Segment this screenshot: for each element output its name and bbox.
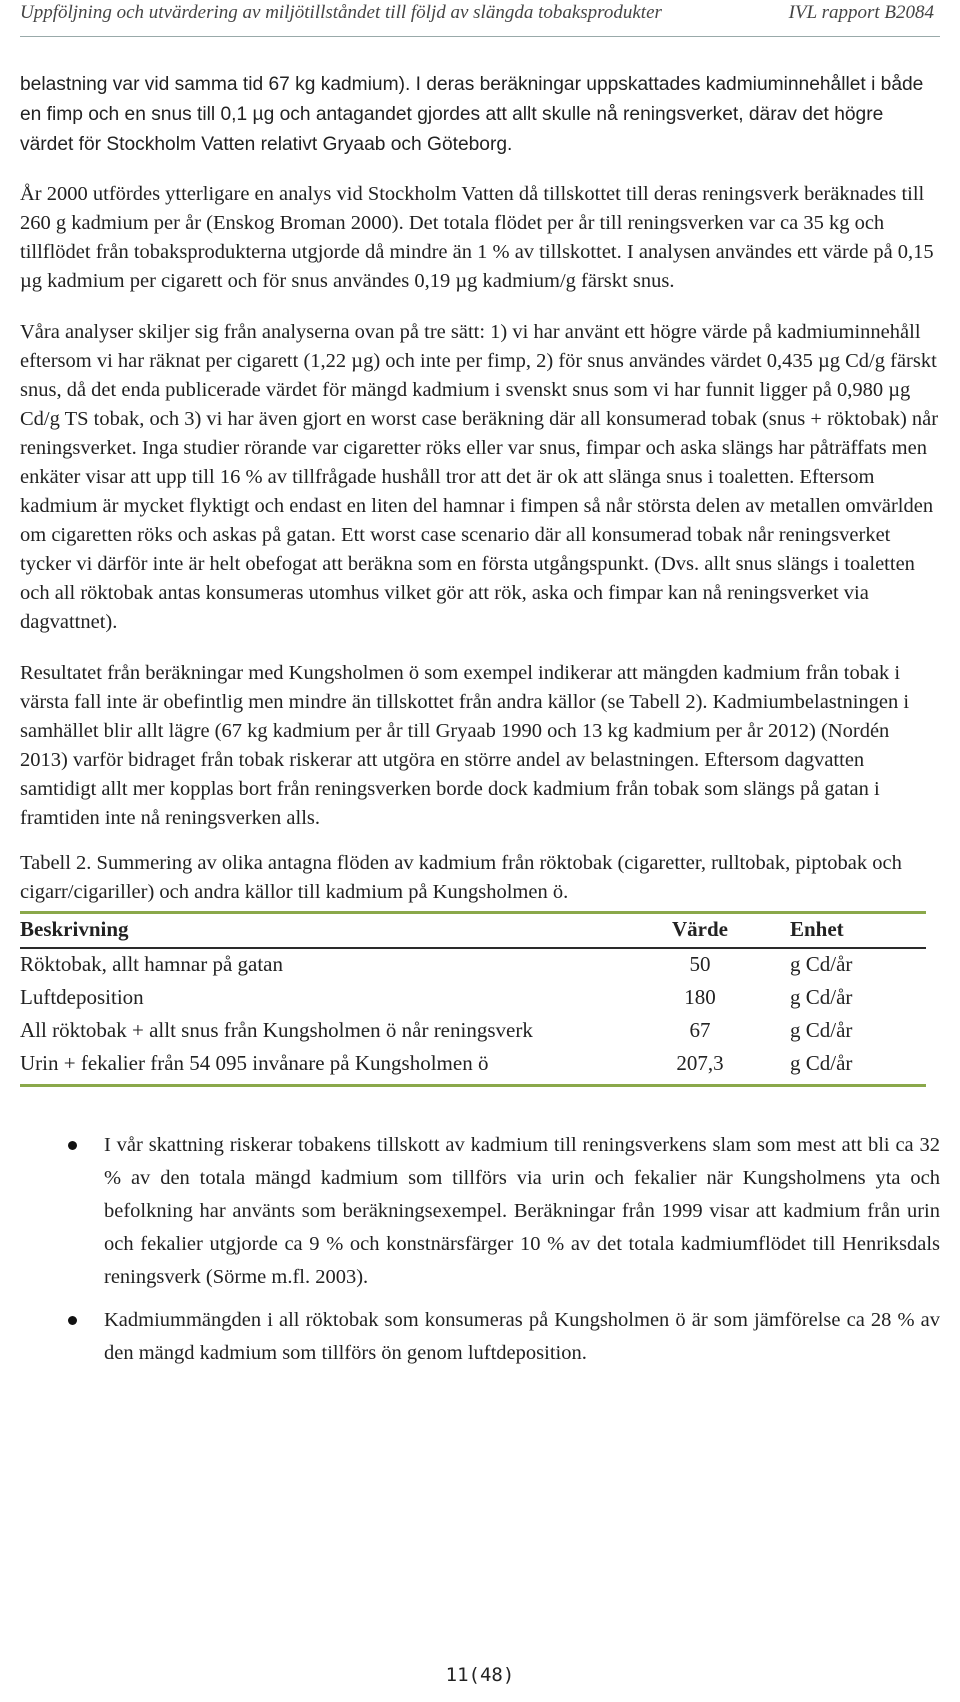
cell-unit: g Cd/år xyxy=(790,952,853,976)
header-description: Beskrivning xyxy=(20,913,640,949)
table-row xyxy=(20,1048,926,1086)
bullet-dot-icon xyxy=(68,1141,77,1150)
header-value: Värde xyxy=(640,913,760,949)
table-row xyxy=(20,948,926,982)
table-caption: Tabell 2. Summering av olika antagna flöden av kadmium från röktobak (cigaretter, rulltobak, piptobak och cigarr/cigariller) och andra källor till kadmium på Kungsholmen ö. xyxy=(20,852,902,903)
header-unit: Enhet xyxy=(760,913,926,949)
page-number: 11(48) xyxy=(445,1664,515,1686)
header-report-id: IVL rapport B2084 xyxy=(788,2,934,23)
cell-unit: g Cd/år xyxy=(790,1018,853,1042)
list-item xyxy=(20,1129,940,1294)
bullet-text: Kadmiummängden i all röktobak som konsumeras på Kungsholmen ö är som jämförelse ca 28 % av den mängd kadmium som tillförs ön genom luftdeposition. xyxy=(104,1309,940,1364)
paragraph-1: belastning var vid samma tid 67 kg kadmium). I deras beräkningar uppskattades kadmiuminnehållet i både en fimp och en snus till 0,1 µg och antagandet gjordes att allt skulle nå reningsverket, därav det högre värdet för Stockholm Vatten relativt Gryaab och Göteborg. xyxy=(20,74,924,155)
bullet-text: I vår skattning riskerar tobakens tillskott av kadmium till reningsverkens slam som mest att bli ca 32 % av den totala mängd kadmium som tillförs via urin och fekalier när Kungsholmens yta och befolkning har använts som beräkningsexempel. Beräkningar från 1999 visar att kadmium från urin och fekalier utgjorde ca 9 % och konstnärsfärger 10 % av det totala kadmiumflödet till Henriksdals reningsverk (Sörme m.fl. 2003). xyxy=(104,1134,940,1288)
cadmium-flow-table xyxy=(20,911,926,1087)
cell-value: 207,3 xyxy=(640,1048,760,1086)
bullet-dot-icon xyxy=(68,1316,77,1325)
paragraph-4: Resultatet från beräkningar med Kungsholmen ö som exempel indikerar att mängden kadmium från tobak i värsta fall inte är obefintlig men mindre än tillskottet från andra källor (se Tabell 2). Kadmiumbelastningen i samhället blir allt lägre (67 kg kadmium per år till Gryaab 1990 och 13 kg kadmium per år 2012) (Nordén 2013) varför bidraget från tobak riskerar att utgöra en större andel av belastningen. Eftersom dagvatten samtidigt allt mer kopplas bort från reningsverken borde dock kadmium från tobak som slängs på gatan i framtiden inte nå reningsverken alls. xyxy=(20,662,910,829)
table-row xyxy=(20,982,926,1015)
cell-value: 180 xyxy=(684,985,716,1009)
table-header-row xyxy=(20,913,926,949)
cell-description: Urin + fekalier från 54 095 invånare på Kungsholmen ö xyxy=(20,1048,640,1086)
table-row xyxy=(20,1015,926,1048)
running-header xyxy=(20,2,934,30)
header-title: Uppföljning och utvärdering av miljötillståndet till följd av slängda tobaksprodukter xyxy=(20,2,662,23)
header-divider xyxy=(20,36,940,37)
cell-unit: g Cd/år xyxy=(790,985,853,1009)
cell-value: 50 xyxy=(689,952,711,976)
cell-description: Luftdeposition xyxy=(20,985,144,1009)
paragraph-3: Våra analyser skiljer sig från analyserna ovan på tre sätt: 1) vi har använt ett högre värde på kadmiuminnehåll eftersom vi har räknat per cigarett (1,22 µg) och inte per fimp, 2) för snus användes värdet 0,435 µg Cd/g färskt snus, då det enda publicerade värdet för mängd kadmium i svenskt snus som vi har funnit ligger på 0,980 µg Cd/g TS tobak, och 3) vi har även gjort en worst case beräkning där all konsumerad tobak (snus + röktobak) når reningsverket. Inga studier rörande var cigaretter röks eller var snus, fimpar och aska slängs har påträffats men enkäter visar att upp till 16 % av tillfrågade hushåll tror att det är ok att slänga snus i toaletten. Eftersom kadmium är mycket flyktigt och endast en liten del hamnar i fimpen så når största delen av metallen omvärlden om cigaretten röks och askas på gatan. Ett worst case scenario där all konsumerad tobak når reningsverket tycker vi därför inte är helt obefogat att beräkna som en första utgångspunkt. (Dvs. allt snus slängs i toaletten och all röktobak antas konsumeras utomhus vilket gör att rök, aska och fimpar kan nå reningsverket via dagvattnet). xyxy=(20,321,939,633)
page-body xyxy=(20,70,940,1380)
summary-bullet-list xyxy=(20,1129,940,1370)
paragraph-2: År 2000 utfördes ytterligare en analys vid Stockholm Vatten då tillskottet till deras reningsverk beräknades till 260 g kadmium per år (Enskog Broman 2000). Det totala flödet per år till reningsverken var ca 35 kg och tillflödet från tobaksprodukterna utgjorde då mindre än 1 % av tillskottet. I analysen användes ett värde på 0,15 µg kadmium per cigarett och för snus användes 0,19 µg kadmium/g färskt snus. xyxy=(20,183,934,292)
cell-value: 67 xyxy=(689,1018,711,1042)
cell-unit: g Cd/år xyxy=(760,1048,926,1086)
cell-description: Röktobak, allt hamnar på gatan xyxy=(20,952,284,976)
cell-description: All röktobak + allt snus från Kungsholmen ö når reningsverk xyxy=(20,1018,533,1042)
list-item xyxy=(20,1304,940,1370)
